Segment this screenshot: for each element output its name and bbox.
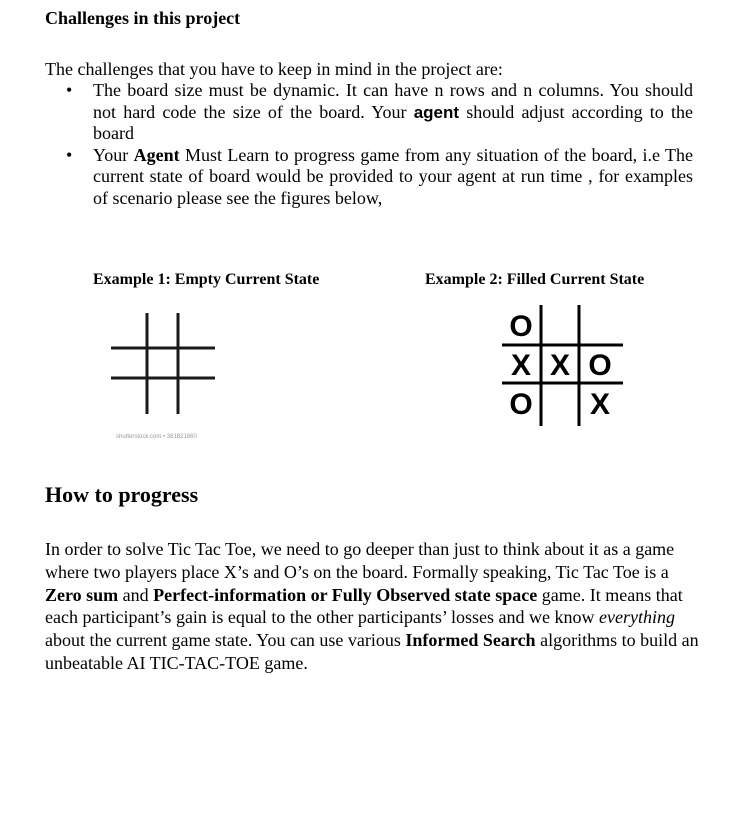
example1-caption: Example 1: Empty Current State: [93, 271, 320, 288]
para-bold-perfect-information: Perfect-information or Fully Observed state space: [153, 584, 538, 605]
example2-caption: Example 2: Filled Current State: [425, 271, 645, 288]
para-bold-informed-search: Informed Search: [405, 630, 536, 651]
para-text: about the current game state. You can use various: [45, 630, 406, 651]
bullet2-text-end: Must Learn to progress game from any situation of the board, i.e The current state of board would be provided to your agent at run time , for examples of scenario please see the figures below,: [93, 144, 693, 208]
empty-board-image: [108, 311, 218, 417]
para-italic-everything: everything: [599, 607, 675, 628]
para-text: In order to solve Tic Tac Toe, we need to go deeper than just to think about it as a game where two players place X’s and O’s on the board. Formally speaking, Tic Tac Toe is a: [45, 539, 675, 582]
board-cell-mark: X: [510, 349, 532, 382]
image-watermark: shutterstock.com • 381821860: [116, 434, 197, 440]
bullet2-text: Your: [93, 144, 134, 165]
board-cell-mark: X: [589, 388, 611, 421]
board-cell-mark: O: [509, 388, 533, 421]
board-cell-mark: X: [549, 349, 571, 382]
bullet1-text: The board size must be dynamic. It can have n rows and n columns. You should not hard code the size of the board. Your: [93, 80, 693, 122]
bullet1-text-end: should adjust according to the board: [93, 101, 693, 143]
section-heading-progress: How to progress: [45, 482, 199, 507]
intro-text: The challenges that you have to keep in mind in the project are:: [45, 59, 503, 79]
board-cell-mark: O: [588, 349, 612, 382]
challenges-list: [45, 80, 693, 209]
bullet2-bold: Agent: [133, 144, 180, 165]
progress-paragraph: [45, 538, 705, 675]
para-bold-zero-sum: Zero sum: [45, 584, 119, 605]
bullet1-bold: agent: [413, 102, 460, 122]
board-cell-mark: O: [509, 310, 533, 343]
para-text: algorithms to build an unbeatable AI TIC-TAC-TOE game.: [45, 630, 699, 673]
list-item: [45, 80, 693, 145]
filled-board-image: [500, 303, 625, 428]
para-text: and: [118, 584, 154, 605]
list-item: [45, 145, 693, 210]
para-text: game. It means that each participant’s gain is equal to the other participants’ losses and we know: [45, 584, 683, 628]
section-heading-challenges: Challenges in this project: [45, 8, 241, 28]
